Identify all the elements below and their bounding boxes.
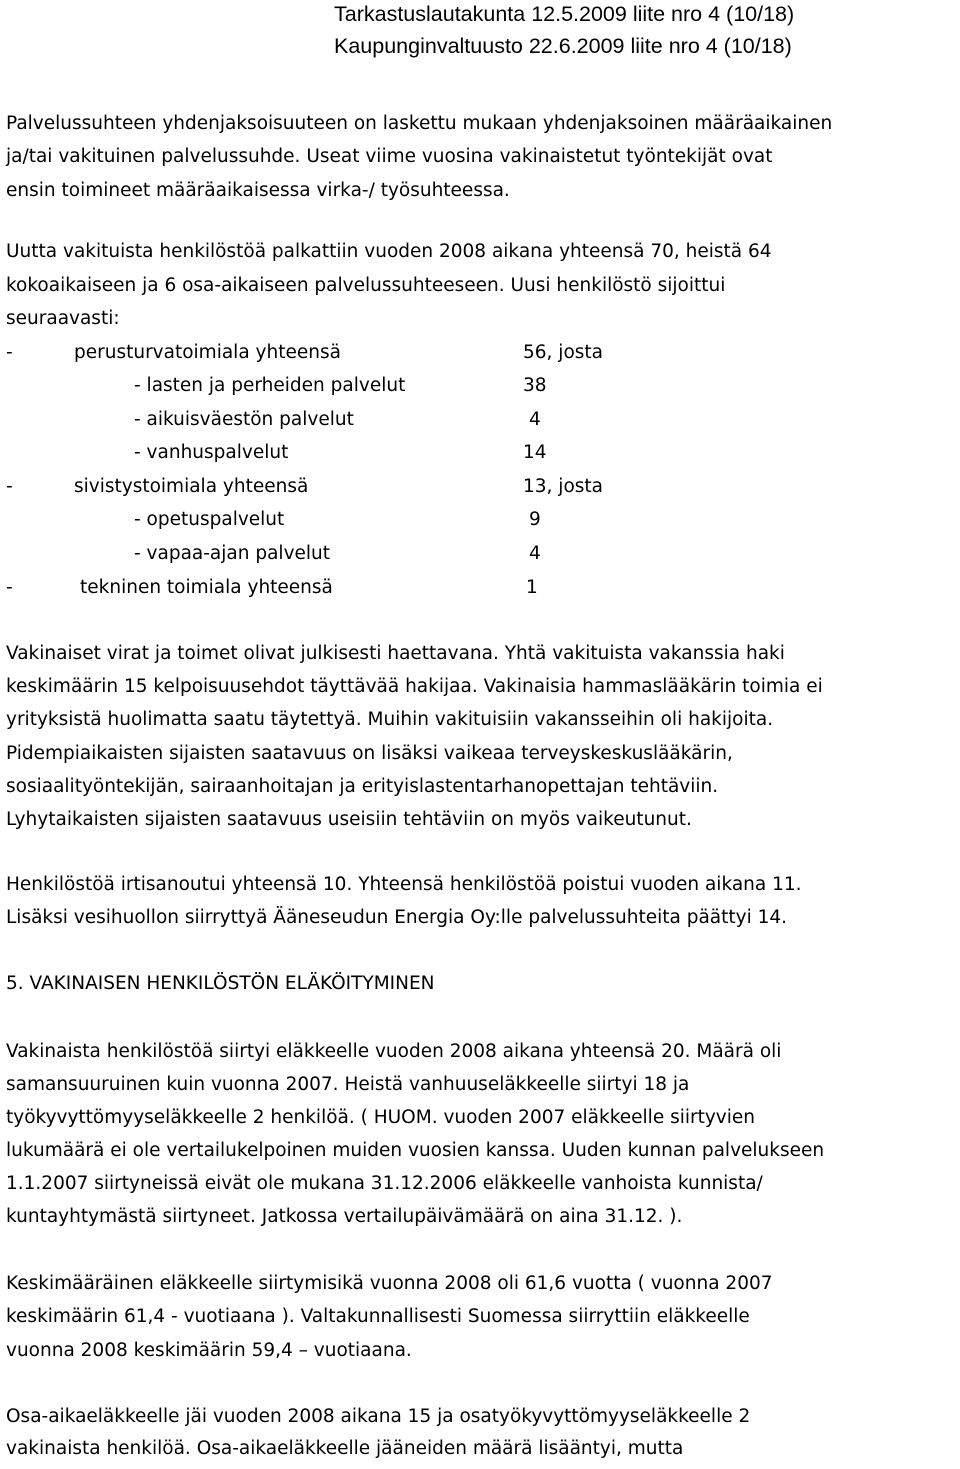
list-value: 38	[523, 375, 547, 396]
list-label: - vapaa-ajan palvelut	[134, 543, 331, 564]
header-line-1: Tarkastuslautakunta 12.5.2009 liite nro 4 (10/18)	[334, 2, 795, 26]
paragraph-line: ensin toimineet määräaikaisessa virka-/ työsuhteessa.	[6, 180, 510, 201]
paragraph-line: 1.1.2007 siirtyneissä eivät ole mukana 31.12.2006 eläkkeelle vanhoista kunnista/	[6, 1173, 763, 1194]
paragraph-line: yrityksistä huolimatta saatu täytettyä. Muihin vakituisiin vakansseihin oli hakijoita.	[6, 709, 774, 730]
section-heading: 5. VAKINAISEN HENKILÖSTÖN ELÄKÖITYMINEN	[6, 973, 435, 994]
paragraph-line: lukumäärä ei ole vertailukelpoinen muiden vuosien kanssa. Uuden kunnan palvelukseen	[6, 1140, 825, 1161]
list-value: 9	[529, 509, 541, 530]
paragraph-line: kokoaikaiseen ja 6 osa-aikaiseen palvelussuhteeseen. Uusi henkilöstö sijoittui	[6, 275, 726, 296]
paragraph-line: Uutta vakituista henkilöstöä palkattiin vuoden 2008 aikana yhteensä 70, heistä 64	[6, 241, 772, 262]
list-dash: -	[6, 577, 13, 598]
list-value: 1	[526, 577, 538, 598]
list-dash: -	[6, 476, 13, 497]
paragraph-line: keskimäärin 61,4 - vuotiaana ). Valtakunnallisesti Suomessa siirryttiin eläkkeelle	[6, 1306, 750, 1327]
paragraph-line: vuonna 2008 keskimäärin 59,4 – vuotiaana.	[6, 1340, 412, 1361]
paragraph-line: kuntayhtymästä siirtyneet. Jatkossa vertailupäivämäärä on aina 31.12. ).	[6, 1206, 683, 1227]
list-label: sivistystoimiala yhteensä	[74, 476, 309, 497]
paragraph-line: Osa-aikaeläkkeelle jäi vuoden 2008 aikana 15 ja osatyökyvyttömyyseläkkeelle 2	[6, 1406, 751, 1427]
paragraph-line: Palvelussuhteen yhdenjaksoisuuteen on laskettu mukaan yhdenjaksoinen määräaikainen	[6, 113, 833, 134]
header-line-2: Kaupunginvaltuusto 22.6.2009 liite nro 4 (10/18)	[334, 34, 792, 58]
paragraph-line: samansuuruinen kuin vuonna 2007. Heistä vanhuuseläkkeelle siirtyi 18 ja	[6, 1074, 690, 1095]
paragraph-line: Pidempiaikaisten sijaisten saatavuus on lisäksi vaikeaa terveyskeskuslääkärin,	[6, 743, 733, 764]
paragraph-line: Vakinaiset virat ja toimet olivat julkisesti haettavana. Yhtä vakituista vakanssia haki	[6, 643, 785, 664]
list-label: tekninen toimiala yhteensä	[80, 577, 333, 598]
list-value: 4	[529, 543, 541, 564]
list-label: - opetuspalvelut	[134, 509, 285, 530]
list-label: perusturvatoimiala yhteensä	[74, 342, 341, 363]
list-value: 13, josta	[523, 476, 603, 497]
list-dash: -	[6, 342, 13, 363]
list-label: - aikuisväestön palvelut	[134, 409, 354, 430]
paragraph-line: Lyhytaikaisten sijaisten saatavuus useisiin tehtäviin on myös vaikeutunut.	[6, 809, 692, 830]
paragraph-line: seuraavasti:	[6, 308, 120, 329]
paragraph-line: ja/tai vakituinen palvelussuhde. Useat viime vuosina vakinaistetut työntekijät ovat	[6, 146, 773, 167]
paragraph-line: keskimäärin 15 kelpoisuusehdot täyttävää hakijaa. Vakinaisia hammaslääkärin toimia ei	[6, 676, 823, 697]
paragraph-line: vakinaista henkilöä. Osa-aikaeläkkeelle jääneiden määrä lisääntyi, mutta	[6, 1438, 684, 1459]
list-label: - lasten ja perheiden palvelut	[134, 375, 406, 396]
paragraph-line: Vakinaista henkilöstöä siirtyi eläkkeelle vuoden 2008 aikana yhteensä 20. Määrä oli	[6, 1041, 782, 1062]
list-value: 4	[529, 409, 541, 430]
paragraph-line: työkyvyttömyyseläkkeelle 2 henkilöä. ( HUOM. vuoden 2007 eläkkeelle siirtyvien	[6, 1107, 755, 1128]
list-label: - vanhuspalvelut	[134, 442, 289, 463]
paragraph-line: Lisäksi vesihuollon siirryttyä Ääneseudun Energia Oy:lle palvelussuhteita päättyi 14.	[6, 907, 788, 928]
paragraph-line: sosiaalityöntekijän, sairaanhoitajan ja erityislastentarhanopettajan tehtäviin.	[6, 776, 719, 797]
paragraph-line: Keskimääräinen eläkkeelle siirtymisikä vuonna 2008 oli 61,6 vuotta ( vuonna 2007	[6, 1273, 773, 1294]
paragraph-line: Henkilöstöä irtisanoutui yhteensä 10. Yhteensä henkilöstöä poistui vuoden aikana 11.	[6, 874, 802, 895]
list-value: 14	[523, 442, 547, 463]
list-value: 56, josta	[523, 342, 603, 363]
